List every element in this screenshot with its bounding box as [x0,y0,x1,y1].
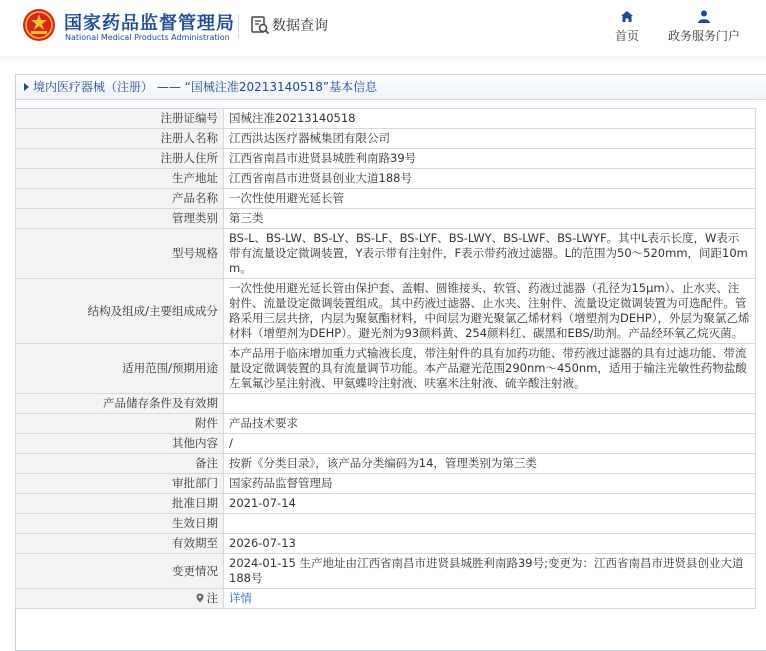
row-value: 一次性使用避光延长管由保护套、盖帽、圆锥接头、软管、药液过滤器（孔径为15μm）、止水夹、注射件、流量设定微调装置组成。其中药液过滤器、止水夹、注射件、流量设定微调装置为可选配件。管路采用三层共挤，内层为聚氨酯材料，中间层为避光聚氯乙烯材料（增塑剂为DEHP），外层为聚氯乙烯材料（增塑剂为DEHP）。避光剂为93颜料黄、254颜料红、碳黑和EBS/助剂。产品经环氧乙烷灭菌。 [224,279,756,344]
location-pin-icon [195,593,205,603]
row-label: 附件 [16,414,224,434]
site-header [0,0,766,56]
breadcrumb-record: “国械注准20213140518”基本信息 [184,80,378,94]
row-label: 备注 [16,454,224,474]
row-value: BS-L、BS-LW、BS-LY、BS-LF、BS-LYF、BS-LWY、BS-LWF、BS-LWYF。其中L表示长度，W表示带有流量设定微调装置，Y表示带有注射件，F表示带药液过滤器。L的范围为50～520mm，间距10mm。 [224,229,756,279]
row-label: 注 [206,591,218,605]
table-row [16,279,756,344]
row-label: 产品名称 [16,189,224,209]
row-value: 本产品用于临床增加重力式输液长度，带注射件的具有加药功能、带药液过滤器的具有过滤功能、带流量设定微调装置的具有流量调节功能。本产品避光范围290nm～450nm，适用于输注光敏性药物盐酸左氧氟沙星注射液、甲氨蝶呤注射液、呋塞米注射液、硫辛酸注射液。 [224,344,756,394]
user-icon [697,10,711,23]
table-row [16,394,756,414]
row-value: 江西省南昌市进贤县城胜利南路39号 [224,149,756,169]
row-label: 注册人住所 [16,149,224,169]
national-emblem-icon[interactable] [22,8,56,42]
table-row [16,209,756,229]
note-label-cell [16,589,224,609]
row-value: 国家药品监督管理局 [224,474,756,494]
row-value: 按新《分类目录》，该产品分类编码为14，管理类别为第三类 [224,454,756,474]
nav-home-label: 首页 [614,29,639,43]
row-label: 注册证编号 [16,109,224,129]
panel-title [16,75,766,100]
details-link[interactable]: 详情 [229,591,252,605]
table-row [16,149,756,169]
nav-gov-service[interactable] [666,10,742,44]
row-label: 注册人名称 [16,129,224,149]
row-label: 变更情况 [16,554,224,589]
header-divider [238,14,239,38]
row-label: 结构及组成/主要组成成分 [16,279,224,344]
table-row [16,554,756,589]
note-value-cell [224,589,756,609]
table-row [16,434,756,454]
row-label: 审批部门 [16,474,224,494]
table-row [16,474,756,494]
site-subtitle: National Medical Products Administration [65,33,230,42]
home-icon [620,10,634,23]
row-value: 2024-01-15 生产地址由江西省南昌市进贤县城胜利南路39号;变更为：江西省南昌市进贤县创业大道188号 [224,554,756,589]
info-table [15,108,756,609]
row-value [224,394,756,414]
row-label: 其他内容 [16,434,224,454]
row-label: 型号规格 [16,229,224,279]
table-row [16,229,756,279]
row-value: 一次性使用避光延长管 [224,189,756,209]
detail-panel [15,74,766,651]
row-value: 第三类 [224,209,756,229]
row-value: 2026-07-13 [224,534,756,554]
data-query-label: 数据查询 [272,18,328,34]
table-row [16,589,756,609]
row-value: 江西省南昌市进贤县创业大道188号 [224,169,756,189]
row-value: / [224,434,756,454]
chevron-right-icon [24,83,29,91]
breadcrumb-separator: —— [153,80,185,94]
table-row [16,494,756,514]
nav-gov-service-label: 政务服务门户 [667,29,740,43]
table-row [16,514,756,534]
table-row [16,344,756,394]
row-label: 批准日期 [16,494,224,514]
breadcrumb-category[interactable]: 境内医疗器械（注册） [33,80,154,94]
table-row [16,414,756,434]
row-label: 生效日期 [16,514,224,534]
data-query-icon [250,15,270,35]
row-label: 有效期至 [16,534,224,554]
row-label: 管理类别 [16,209,224,229]
table-row [16,169,756,189]
row-label: 产品储存条件及有效期 [16,394,224,414]
row-value: 国械注准20213140518 [224,109,756,129]
row-label: 适用范围/预期用途 [16,344,224,394]
row-value: 2021-07-14 [224,494,756,514]
table-row [16,189,756,209]
header-shadow [0,56,766,64]
row-value: 产品技术要求 [224,414,756,434]
table-row [16,454,756,474]
row-value [224,514,756,534]
row-label: 生产地址 [16,169,224,189]
table-row [16,534,756,554]
nav-home[interactable] [612,10,642,44]
table-row [16,109,756,129]
row-value: 江西洪达医疗器械集团有限公司 [224,129,756,149]
table-row [16,129,756,149]
site-title[interactable]: 国家药品监督管理局 [64,13,235,34]
